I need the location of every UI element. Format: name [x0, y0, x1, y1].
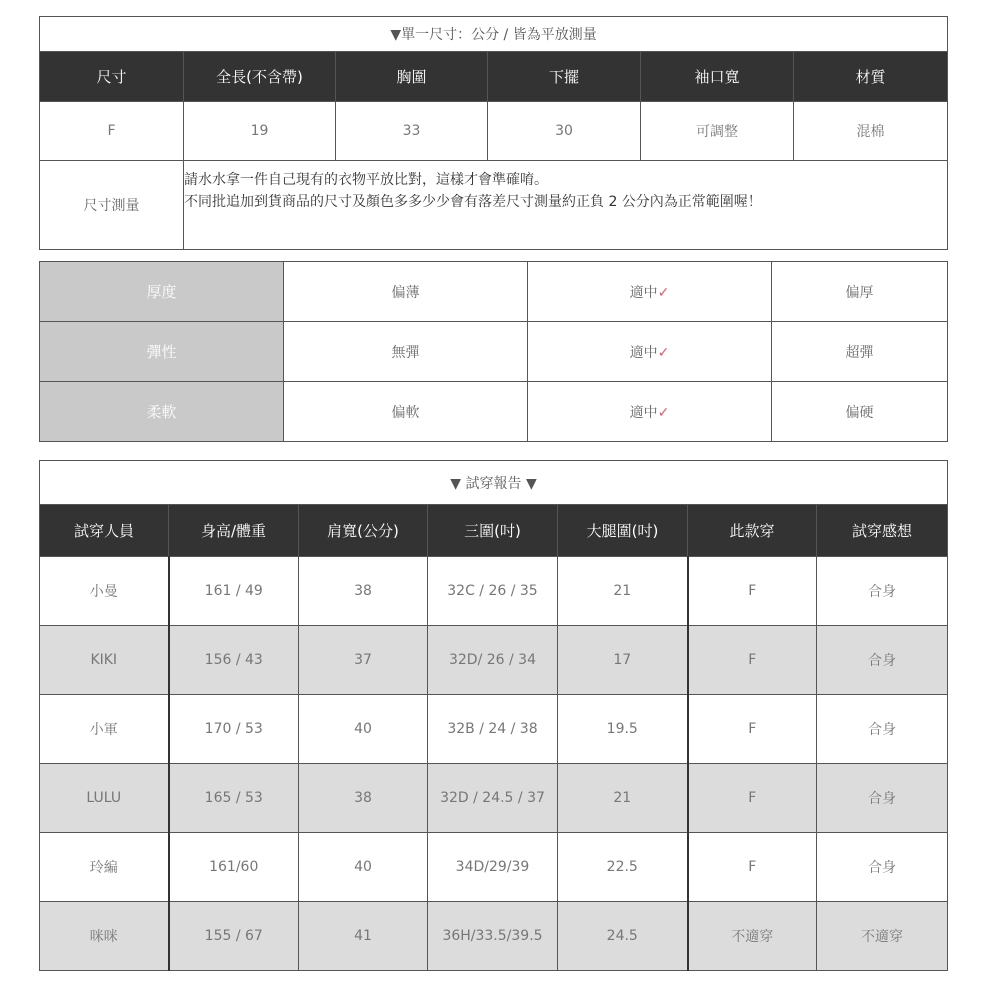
- try-cell: 咪咪: [40, 902, 169, 971]
- try-cell: 玲編: [40, 833, 169, 902]
- feel-row: [40, 382, 948, 442]
- try-cell: 合身: [817, 626, 948, 695]
- try-cell: 小軍: [40, 695, 169, 764]
- try-cell: 21: [558, 557, 688, 626]
- try-cell: 34D/29/39: [428, 833, 558, 902]
- try-cell: 合身: [817, 833, 948, 902]
- try-cell: 不適穿: [688, 902, 817, 971]
- size-table-caption: ▼單一尺寸：公分 / 皆為平放測量: [40, 17, 948, 52]
- size-note-line: 不同批追加到貨商品的尺寸及顏色多多少少會有落差尺寸測量約正負 2 公分內為正常範圍喔！: [184, 194, 762, 210]
- try-cell: 155 / 67: [169, 902, 299, 971]
- try-cell: 24.5: [558, 902, 688, 971]
- feel-option-text: 適中: [629, 284, 658, 301]
- feel-option-selected: [528, 382, 772, 442]
- size-note-line: 請水水拿一件自己現有的衣物平放比對，這樣才會準確唷。: [184, 172, 548, 188]
- size-header-cell: 全長(不含帶): [184, 52, 336, 102]
- try-cell: KIKI: [40, 626, 169, 695]
- try-header-cell: 試穿人員: [40, 505, 169, 557]
- feel-label: 厚度: [40, 262, 284, 322]
- table-row: [40, 764, 948, 833]
- feel-label: 柔軟: [40, 382, 284, 442]
- try-cell: 不適穿: [817, 902, 948, 971]
- feel-option: 偏厚: [772, 262, 948, 322]
- size-note: [184, 161, 948, 250]
- feel-row: [40, 262, 948, 322]
- try-header-cell: 大腿圍(吋): [558, 505, 688, 557]
- try-cell: 37: [299, 626, 428, 695]
- try-cell: F: [688, 764, 817, 833]
- try-cell: 21: [558, 764, 688, 833]
- try-cell: 32B / 24 / 38: [428, 695, 558, 764]
- try-cell: 32D / 24.5 / 37: [428, 764, 558, 833]
- size-header-cell: 尺寸: [40, 52, 184, 102]
- feel-option: 無彈: [284, 322, 528, 382]
- try-cell: 合身: [817, 695, 948, 764]
- try-cell: 17: [558, 626, 688, 695]
- feel-table: [39, 261, 948, 442]
- size-cell: 19: [184, 102, 336, 161]
- feel-option-selected: [528, 262, 772, 322]
- try-cell: 38: [299, 557, 428, 626]
- try-cell: 161/60: [169, 833, 299, 902]
- try-header-cell: 試穿感想: [817, 505, 948, 557]
- size-header-cell: 下擺: [488, 52, 641, 102]
- try-cell: 小曼: [40, 557, 169, 626]
- table-row: [40, 833, 948, 902]
- try-cell: 41: [299, 902, 428, 971]
- try-cell: F: [688, 557, 817, 626]
- size-cell: 30: [488, 102, 641, 161]
- check-icon: ✓: [657, 404, 670, 421]
- try-cell: 合身: [817, 764, 948, 833]
- try-cell: F: [688, 833, 817, 902]
- size-table: [39, 16, 948, 250]
- feel-label: 彈性: [40, 322, 284, 382]
- table-row: [40, 626, 948, 695]
- try-cell: F: [688, 626, 817, 695]
- size-header-cell: 袖口寬: [641, 52, 794, 102]
- feel-option: 偏軟: [284, 382, 528, 442]
- try-cell: 22.5: [558, 833, 688, 902]
- try-cell: 156 / 43: [169, 626, 299, 695]
- try-cell: 40: [299, 695, 428, 764]
- try-header-cell: 肩寬(公分): [299, 505, 428, 557]
- try-cell: 170 / 53: [169, 695, 299, 764]
- table-row: [40, 557, 948, 626]
- size-cell: 可調整: [641, 102, 794, 161]
- feel-option: 偏薄: [284, 262, 528, 322]
- size-cell: 混棉: [794, 102, 948, 161]
- try-cell: 38: [299, 764, 428, 833]
- feel-option-selected: [528, 322, 772, 382]
- size-cell: 33: [336, 102, 488, 161]
- try-cell: 19.5: [558, 695, 688, 764]
- try-cell: F: [688, 695, 817, 764]
- size-cell: F: [40, 102, 184, 161]
- try-cell: 32C / 26 / 35: [428, 557, 558, 626]
- size-header-cell: 胸圍: [336, 52, 488, 102]
- feel-option: 偏硬: [772, 382, 948, 442]
- feel-option: 超彈: [772, 322, 948, 382]
- try-cell: LULU: [40, 764, 169, 833]
- try-header-cell: 身高/體重: [169, 505, 299, 557]
- table-row: [40, 695, 948, 764]
- feel-option-text: 適中: [629, 404, 658, 421]
- try-cell: 36H/33.5/39.5: [428, 902, 558, 971]
- try-header-cell: 此款穿: [688, 505, 817, 557]
- try-cell: 合身: [817, 557, 948, 626]
- check-icon: ✓: [657, 284, 670, 301]
- feel-option-text: 適中: [629, 344, 658, 361]
- try-cell: 165 / 53: [169, 764, 299, 833]
- try-cell: 40: [299, 833, 428, 902]
- size-note-label: 尺寸測量: [40, 161, 184, 250]
- size-header-cell: 材質: [794, 52, 948, 102]
- try-cell: 161 / 49: [169, 557, 299, 626]
- try-on-table: [39, 460, 948, 971]
- feel-row: [40, 322, 948, 382]
- check-icon: ✓: [657, 344, 670, 361]
- try-table-caption: ▼ 試穿報告 ▼: [40, 461, 948, 505]
- try-cell: 32D/ 26 / 34: [428, 626, 558, 695]
- try-header-cell: 三圍(吋): [428, 505, 558, 557]
- table-row: [40, 902, 948, 971]
